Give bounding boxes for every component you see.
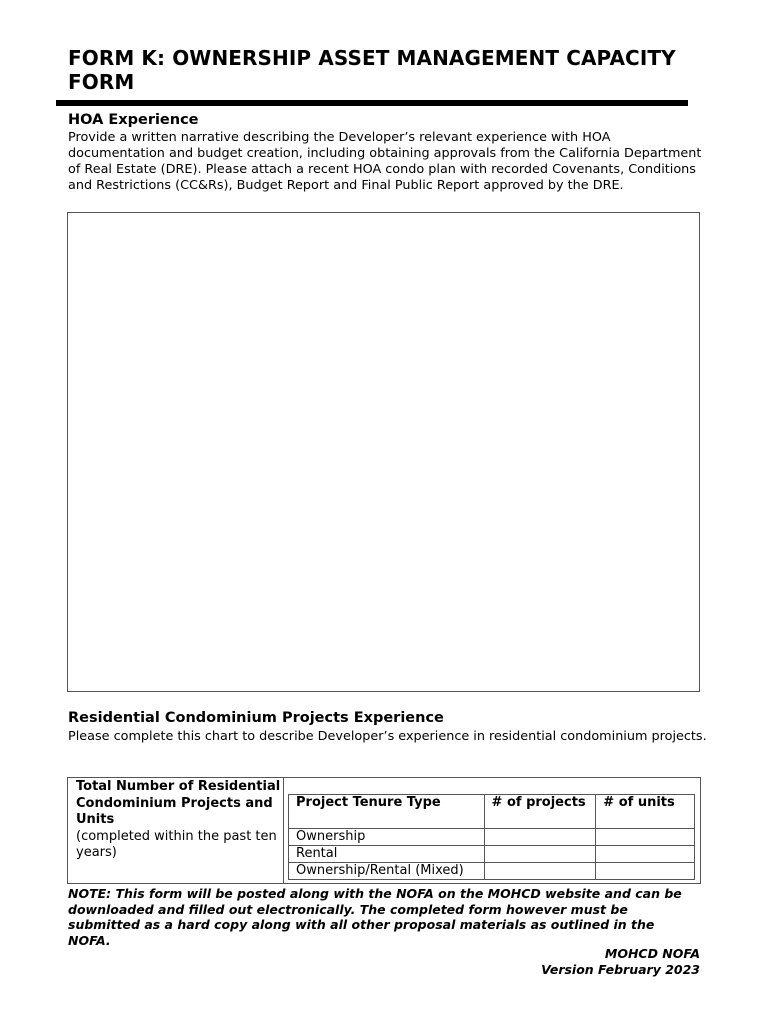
table-row (289, 863, 695, 880)
rental-projects-field[interactable] (484, 846, 596, 863)
condo-table-label (76, 779, 281, 862)
table-row (289, 829, 695, 846)
row-tenure-ownership: Ownership (289, 829, 485, 846)
rental-units-field[interactable] (596, 846, 695, 863)
hoa-narrative-field[interactable] (67, 212, 700, 692)
hoa-instructions: Provide a written narrative describing the Developer’s relevant experience with HOA documentation and budget creation, including obtaining approvals from the California Department of Real Estate (DRE). Please attach a recent HOA condo plan with recorded Covenants, Conditions and Restrictions (CC&Rs), Budget Report and Final Public Report approved by the DRE. (68, 130, 702, 193)
mixed-projects-field[interactable] (484, 863, 596, 880)
condo-experience-table (288, 794, 695, 880)
table-divider (283, 778, 284, 883)
table-row (289, 846, 695, 863)
ownership-units-field[interactable] (596, 829, 695, 846)
condo-instructions: Please complete this chart to describe Developer’s experience in residential condominium projects. (68, 729, 707, 744)
condo-table-label-note: (completed within the past ten years) (76, 828, 277, 860)
row-tenure-mixed: Ownership/Rental (Mixed) (289, 863, 485, 880)
submission-note: NOTE: This form will be posted along with the NOFA on the MOHCD website and can be downloaded and filled out electronically. The completed form however must be submitted as a hard copy along with all other proposal materials as outlined in the NOFA. (68, 886, 682, 948)
page-title: FORM K: OWNERSHIP ASSET MANAGEMENT CAPACITY FORM (68, 46, 676, 94)
footer-program: MOHCD NOFA (604, 946, 700, 961)
table-header-row (289, 795, 695, 829)
footer-version: Version February 2023 (541, 961, 700, 977)
col-num-projects: # of projects (484, 795, 596, 829)
col-num-units: # of units (596, 795, 695, 829)
mixed-units-field[interactable] (596, 863, 695, 880)
condo-heading: Residential Condominium Projects Experience (68, 710, 444, 726)
row-tenure-rental: Rental (289, 846, 485, 863)
footer (541, 946, 700, 977)
title-divider (56, 100, 688, 106)
condo-table-label-title: Total Number of Residential Condominium Projects and Units (76, 779, 281, 827)
hoa-heading: HOA Experience (68, 112, 199, 128)
col-tenure-type: Project Tenure Type (289, 795, 485, 829)
ownership-projects-field[interactable] (484, 829, 596, 846)
